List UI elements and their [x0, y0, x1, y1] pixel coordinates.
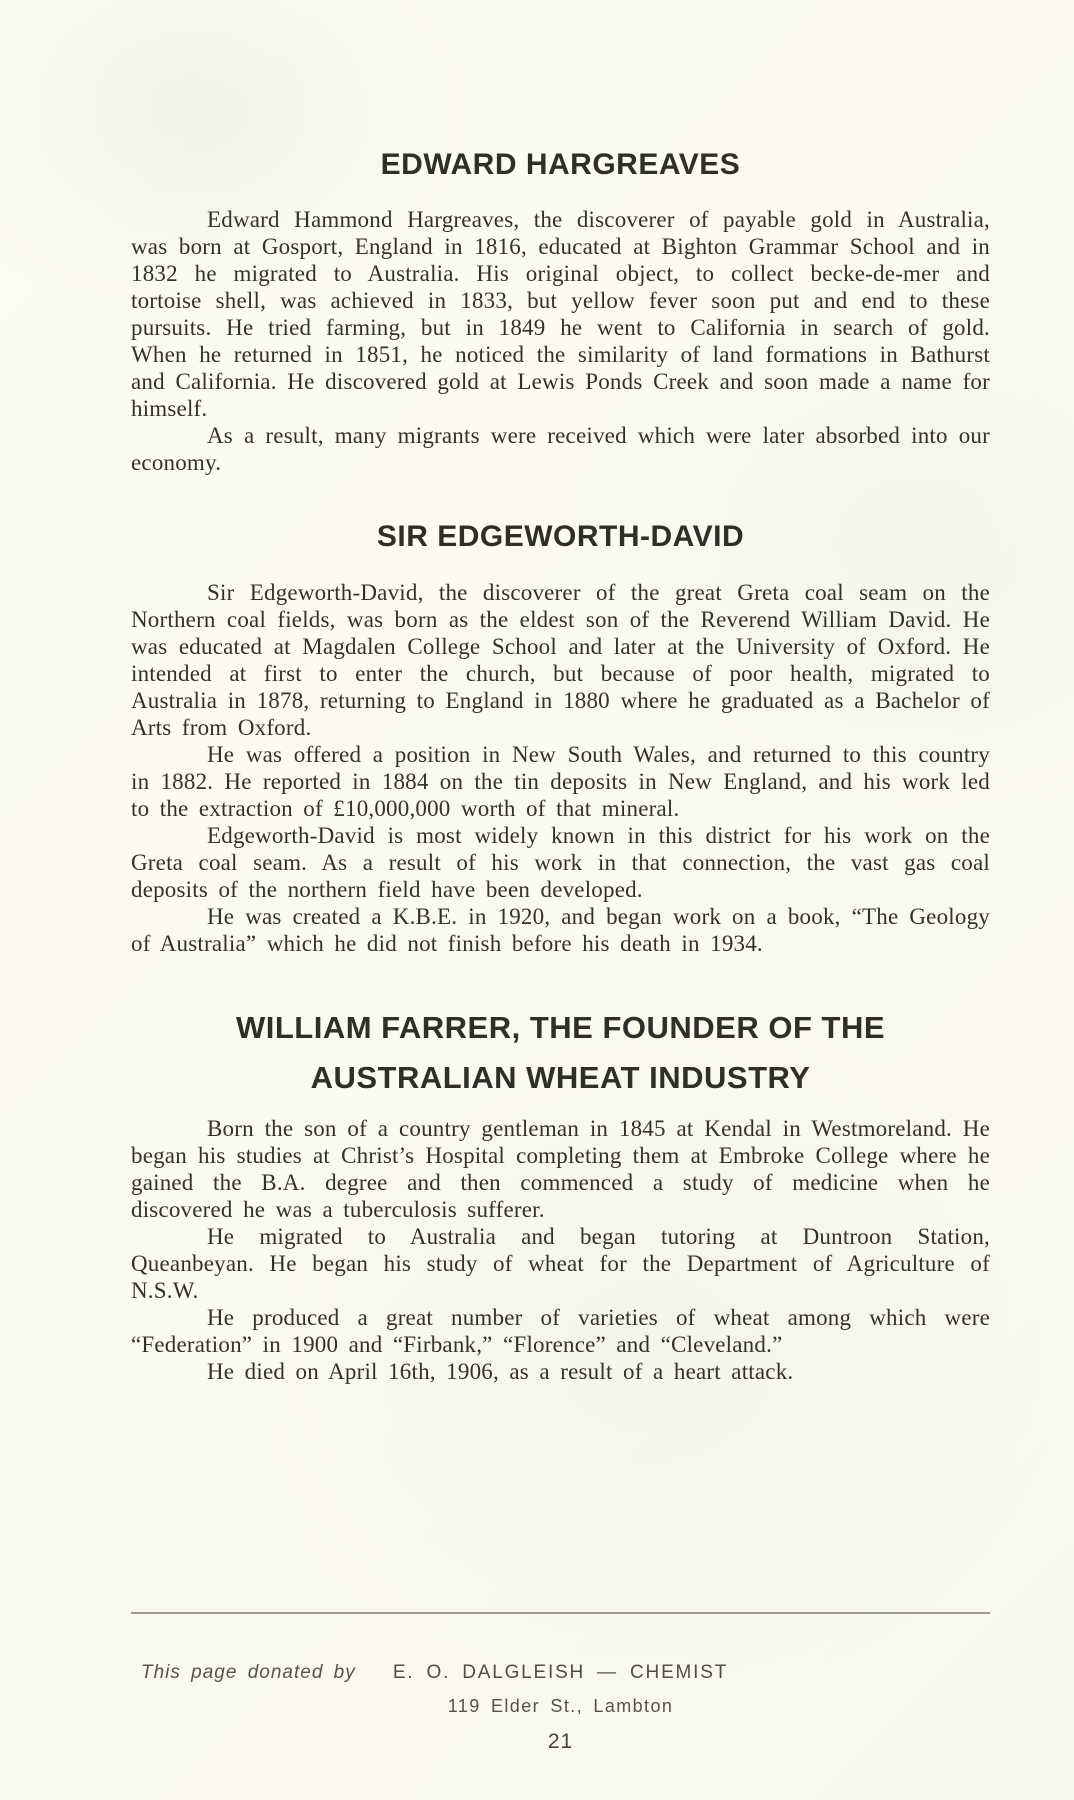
donor-address: 119 Elder St., Lambton	[447, 1696, 674, 1716]
heading-william-farrer: WILLIAM FARRER, THE FOUNDER OF THE AUSTRALIAN WHEAT INDUSTRY	[235, 1010, 886, 1095]
footer-divider	[131, 1612, 990, 1614]
paragraph: Edward Hammond Hargreaves, the discoverer of payable gold in Australia, was born at Gosport, England in 1816, educated at Bighton Grammar School and in 1832 he migrated to Australia. His original object, to collect becke-de-mer and tortoise shell, was achieved in 1833, but yellow fever soon put and end to these pursuits. He tried farming, but in 1849 he went to California in search of gold. When he returned in 1851, he noticed the similarity of land formations in Bathurst and California. He discovered gold at Lewis Ponds Creek and soon made a name for himself.	[131, 207, 990, 421]
paragraph: As a result, many migrants were received which were later absorbed into our economy.	[131, 423, 990, 475]
heading-sir-edgeworth-david: SIR EDGEWORTH-DAVID	[376, 520, 745, 553]
page-content	[131, 0, 990, 1385]
footer-credit-row	[131, 1662, 990, 1690]
donor-name: E. O. DALGLEISH — CHEMIST	[392, 1662, 729, 1683]
paragraph: He migrated to Australia and began tutoring at Duntroon Station, Queanbeyan. He began his study of wheat for the Department of Agriculture of N.S.W.	[131, 1224, 990, 1303]
paragraph: He was offered a position in New South Wales, and returned to this country in 1882. He reported in 1884 on the tin deposits in New England, and his work led to the extraction of £10,000,000 worth of that mineral.	[131, 742, 990, 821]
paragraph: Sir Edgeworth-David, the discoverer of the great Greta coal seam on the Northern coal fields, was born as the eldest son of the Reverend William David. He was educated at Magdalen College School and later at the University of Oxford. He intended at first to enter the church, but because of poor health, migrated to Australia in 1878, returning to England in 1880 where he graduated as a Bachelor of Arts from Oxford.	[131, 580, 990, 740]
paragraph: He produced a great number of varieties of wheat among which were “Federation” in 1900 and “Firbank,” “Florence” and “Cleveland.”	[131, 1305, 990, 1357]
paragraph: He was created a K.B.E. in 1920, and began work on a book, “The Geology of Australia” which he did not finish before his death in 1934.	[131, 904, 990, 956]
page-number: 21	[547, 1730, 574, 1753]
paragraph: Edgeworth-David is most widely known in this district for his work on the Greta coal seam. As a result of his work in that connection, the vast gas coal deposits of the northern field have been developed.	[131, 823, 990, 902]
donation-credit-label: This page donated by	[141, 1662, 356, 1683]
heading-edward-hargreaves: EDWARD HARGREAVES	[380, 148, 741, 181]
paragraph: He died on April 16th, 1906, as a result of a heart attack.	[207, 1359, 794, 1384]
paragraph: Born the son of a country gentleman in 1845 at Kendal in Westmoreland. He began his studies at Christ’s Hospital completing them at Embroke College where he gained the B.A. degree and then commenced a study of medicine when he discovered he was a tuberculosis sufferer.	[131, 1116, 990, 1222]
